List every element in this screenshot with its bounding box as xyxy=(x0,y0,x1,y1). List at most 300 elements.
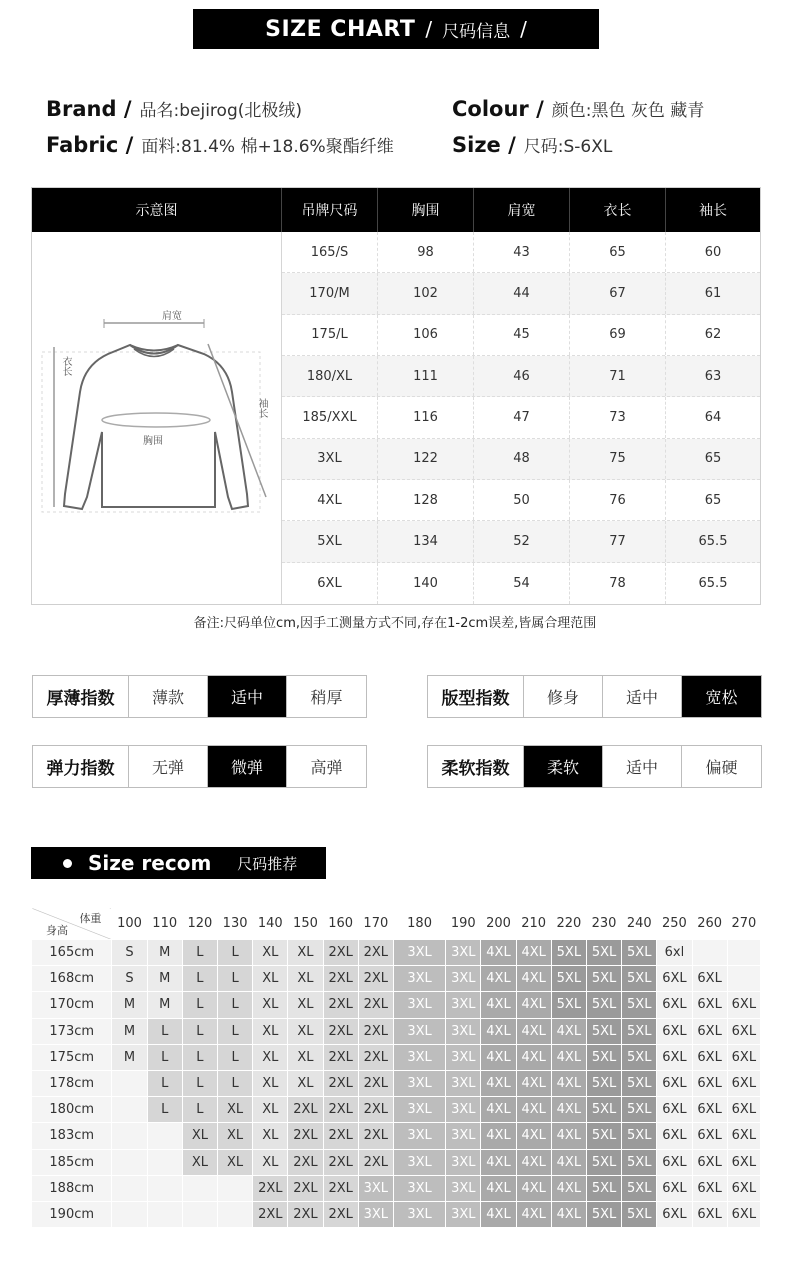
size-row xyxy=(282,521,760,562)
recommend-cell: 5XL xyxy=(622,966,657,992)
recommend-cell: 6XL xyxy=(657,1097,692,1123)
recommend-cell xyxy=(218,1201,253,1227)
recommend-cell: 6XL xyxy=(692,966,727,992)
diagram-shoulder-label: 肩宽 xyxy=(162,311,182,322)
size-key: Size / xyxy=(452,132,516,157)
header-sleeve: 袖长 xyxy=(699,203,727,219)
cell-sleeve: 65.5 xyxy=(698,533,728,549)
weight-header: 100 xyxy=(112,908,147,940)
recommend-cell: 6XL xyxy=(657,1149,692,1175)
index-option: 稍厚 xyxy=(310,688,343,707)
recommend-cell: 3XL xyxy=(393,1044,445,1070)
recommend-cell: 4XL xyxy=(551,1149,586,1175)
size-value: 尺码:S-6XL xyxy=(523,136,613,157)
recommend-cell: 3XL xyxy=(446,1201,481,1227)
recommend-cell: XL xyxy=(253,1123,288,1149)
cell-length: 69 xyxy=(570,315,666,355)
banner-title-en: SIZE CHART xyxy=(265,16,416,42)
index-option-selected: 适中 xyxy=(208,676,287,717)
recommend-cell: 6XL xyxy=(727,1175,760,1201)
recommend-cell: 4XL xyxy=(481,966,516,992)
recommend-cell: 5XL xyxy=(622,1201,657,1227)
weight-header: 210 xyxy=(516,908,551,940)
recommend-cell xyxy=(112,1097,147,1123)
height-header: 185cm xyxy=(32,1149,112,1175)
cell-tag-size: 4XL xyxy=(282,480,378,520)
header-tag-size: 吊牌尺码 xyxy=(282,188,378,232)
size-row xyxy=(282,356,760,397)
recommend-cell: XL xyxy=(253,940,288,966)
cell-chest: 111 xyxy=(378,356,474,396)
size-row xyxy=(282,273,760,314)
recommend-cell: 6XL xyxy=(692,992,727,1018)
recommend-cell: L xyxy=(218,992,253,1018)
recommend-cell: 4XL xyxy=(481,992,516,1018)
height-header: 183cm xyxy=(32,1123,112,1149)
recommend-cell: 4XL xyxy=(516,992,551,1018)
recommend-cell: 2XL xyxy=(358,1044,393,1070)
recommend-cell: L xyxy=(182,1097,217,1123)
size-row xyxy=(282,563,760,604)
recommend-cell: 4XL xyxy=(481,1175,516,1201)
colour-value: 颜色:黑色 灰色 藏青 xyxy=(551,100,705,121)
recommend-cell: 5XL xyxy=(622,992,657,1018)
size-recommend-title-cn: 尺码推荐 xyxy=(237,854,298,873)
garment-diagram xyxy=(32,232,282,604)
recommend-cell: 2XL xyxy=(288,1201,323,1227)
recommend-cell: 5XL xyxy=(622,1044,657,1070)
recommend-cell: 3XL xyxy=(393,1097,445,1123)
recommend-cell: XL xyxy=(288,1018,323,1044)
recommend-cell: 4XL xyxy=(516,940,551,966)
sweatshirt-diagram xyxy=(32,232,282,604)
recommend-cell: 6XL xyxy=(692,1097,727,1123)
banner-slash: / xyxy=(520,17,527,41)
height-header: 188cm xyxy=(32,1175,112,1201)
recommend-cell: L xyxy=(147,1070,182,1096)
recommend-cell: 6XL xyxy=(727,1097,760,1123)
weight-header: 250 xyxy=(657,908,692,940)
recommend-cell: XL xyxy=(253,1018,288,1044)
recommend-cell: 3XL xyxy=(446,1123,481,1149)
cell-length: 73 xyxy=(570,397,666,437)
recommend-cell: 3XL xyxy=(393,1070,445,1096)
recommend-cell: 2XL xyxy=(358,1097,393,1123)
index-option: 修身 xyxy=(524,676,603,717)
index-option: 偏硬 xyxy=(705,758,738,777)
cell-tag-size: 180/XL xyxy=(282,356,378,396)
recommend-cell: 6XL xyxy=(727,1018,760,1044)
diagram-chest-label: 胸围 xyxy=(143,436,163,447)
recommend-cell: 2XL xyxy=(323,1175,358,1201)
recommend-cell: 5XL xyxy=(622,1070,657,1096)
recommend-cell: 4XL xyxy=(516,1201,551,1227)
recommend-cell: 4XL xyxy=(551,1097,586,1123)
recommend-cell: 5XL xyxy=(586,1070,621,1096)
recommend-cell: 3XL xyxy=(393,940,445,966)
recommend-cell: 4XL xyxy=(516,1070,551,1096)
elasticity-index xyxy=(32,745,367,788)
recommend-row xyxy=(32,940,761,966)
recommend-cell: 6XL xyxy=(692,1201,727,1227)
cell-shoulder: 48 xyxy=(474,439,570,479)
recommend-cell: XL xyxy=(253,966,288,992)
recommend-cell: 4XL xyxy=(551,1175,586,1201)
recommend-cell: 3XL xyxy=(446,1175,481,1201)
cell-sleeve: 61 xyxy=(704,285,722,301)
weight-header: 180 xyxy=(393,908,445,940)
weight-header: 270 xyxy=(727,908,760,940)
recommend-cell: L xyxy=(218,1044,253,1070)
index-option: 适中 xyxy=(603,746,682,787)
recommend-cell: 5XL xyxy=(586,1018,621,1044)
recommend-cell: 4XL xyxy=(551,1123,586,1149)
cell-chest: 122 xyxy=(378,439,474,479)
recommend-cell: 4XL xyxy=(516,1123,551,1149)
cell-tag-size: 175/L xyxy=(282,315,378,355)
size-recommend-grid xyxy=(31,907,761,1228)
index-option: 薄款 xyxy=(129,676,208,717)
corner-height-label: 身高 xyxy=(46,924,68,937)
height-header: 175cm xyxy=(32,1044,112,1070)
recommend-cell: 5XL xyxy=(622,1149,657,1175)
cell-chest: 116 xyxy=(378,397,474,437)
fabric-value: 面料:81.4% 棉+18.6%聚酯纤维 xyxy=(141,136,394,157)
height-header: 190cm xyxy=(32,1201,112,1227)
recommend-cell: 2XL xyxy=(288,1149,323,1175)
size-row xyxy=(282,397,760,438)
recommend-cell: 5XL xyxy=(586,992,621,1018)
size-row xyxy=(282,480,760,521)
recommend-cell: 3XL xyxy=(393,966,445,992)
recommend-cell: M xyxy=(147,992,182,1018)
cell-tag-size: 6XL xyxy=(282,563,378,604)
recommend-cell: 3XL xyxy=(393,1149,445,1175)
recommend-row xyxy=(32,1070,761,1096)
recommend-cell: S xyxy=(112,966,147,992)
recommend-cell: 6XL xyxy=(657,966,692,992)
recommend-cell: 4XL xyxy=(481,1149,516,1175)
fit-index xyxy=(427,675,762,718)
index-label: 版型指数 xyxy=(428,676,524,717)
cell-shoulder: 52 xyxy=(474,521,570,561)
recommend-cell: 6xl xyxy=(657,940,692,966)
weight-header: 160 xyxy=(323,908,358,940)
height-header: 180cm xyxy=(32,1097,112,1123)
recommend-cell: 4XL xyxy=(516,1149,551,1175)
recommend-cell xyxy=(147,1149,182,1175)
cell-shoulder: 50 xyxy=(474,480,570,520)
weight-header: 120 xyxy=(182,908,217,940)
recommend-cell: 2XL xyxy=(358,1123,393,1149)
size-recommend-title-en: Size recom xyxy=(88,851,212,875)
cell-length: 78 xyxy=(570,563,666,604)
recommend-cell: 5XL xyxy=(551,992,586,1018)
recommend-cell: 4XL xyxy=(481,1044,516,1070)
weight-header: 190 xyxy=(446,908,481,940)
size-row xyxy=(282,315,760,356)
cell-sleeve: 65.5 xyxy=(698,575,728,591)
weight-header: 110 xyxy=(147,908,182,940)
recommend-cell: 6XL xyxy=(692,1175,727,1201)
recommend-cell: 2XL xyxy=(323,940,358,966)
cell-chest: 128 xyxy=(378,480,474,520)
recommend-cell: 2XL xyxy=(358,1018,393,1044)
size-table-header xyxy=(32,188,760,232)
recommend-cell: 3XL xyxy=(446,966,481,992)
index-option-selected: 宽松 xyxy=(682,676,761,717)
recommend-cell: 4XL xyxy=(551,1044,586,1070)
recommend-cell: XL xyxy=(288,966,323,992)
cell-sleeve: 64 xyxy=(704,409,722,425)
recommend-cell: L xyxy=(218,1070,253,1096)
corner-cell xyxy=(32,908,112,940)
recommend-cell: 2XL xyxy=(253,1175,288,1201)
cell-shoulder: 43 xyxy=(474,232,570,272)
softness-index xyxy=(427,745,762,788)
recommend-row xyxy=(32,1097,761,1123)
recommend-cell: L xyxy=(218,940,253,966)
size-table-rows xyxy=(282,232,760,604)
recommend-cell: XL xyxy=(218,1149,253,1175)
recommend-cell: L xyxy=(182,992,217,1018)
colour-key: Colour / xyxy=(452,96,544,121)
height-header: 168cm xyxy=(32,966,112,992)
recommend-cell: 5XL xyxy=(586,940,621,966)
height-header: 170cm xyxy=(32,992,112,1018)
recommend-cell: XL xyxy=(218,1097,253,1123)
recommend-cell: XL xyxy=(288,1070,323,1096)
cell-shoulder: 46 xyxy=(474,356,570,396)
index-option: 适中 xyxy=(603,676,682,717)
index-option: 高弹 xyxy=(310,758,343,777)
recommend-cell: 5XL xyxy=(622,940,657,966)
recommend-cell: 2XL xyxy=(288,1097,323,1123)
recommend-cell xyxy=(112,1175,147,1201)
recommend-cell: 6XL xyxy=(692,1149,727,1175)
bullet-icon xyxy=(63,859,72,868)
recommend-cell: 2XL xyxy=(323,1070,358,1096)
recommend-cell xyxy=(112,1149,147,1175)
brand-value: 品名:bejirog(北极绒) xyxy=(139,100,302,121)
recommend-cell: 6XL xyxy=(727,1123,760,1149)
recommend-cell: 6XL xyxy=(657,1044,692,1070)
recommend-cell: 2XL xyxy=(323,1044,358,1070)
recommend-cell: 2XL xyxy=(323,1201,358,1227)
recommend-cell: 6XL xyxy=(727,1044,760,1070)
cell-chest: 134 xyxy=(378,521,474,561)
index-option-selected: 微弹 xyxy=(208,746,287,787)
recommend-cell: 2XL xyxy=(358,966,393,992)
recommend-cell: 5XL xyxy=(622,1123,657,1149)
cell-shoulder: 47 xyxy=(474,397,570,437)
recommend-row xyxy=(32,1201,761,1227)
cell-length: 65 xyxy=(570,232,666,272)
recommend-cell: M xyxy=(147,940,182,966)
recommend-cell xyxy=(147,1201,182,1227)
cell-length: 77 xyxy=(570,521,666,561)
recommend-cell: 6XL xyxy=(657,1201,692,1227)
weight-header: 200 xyxy=(481,908,516,940)
recommend-cell: L xyxy=(182,1044,217,1070)
recommend-cell: 3XL xyxy=(393,992,445,1018)
recommend-cell: L xyxy=(218,1018,253,1044)
recommend-cell: 2XL xyxy=(288,1175,323,1201)
recommend-cell: 4XL xyxy=(551,1201,586,1227)
cell-shoulder: 45 xyxy=(474,315,570,355)
recommend-cell: L xyxy=(182,1070,217,1096)
recommend-cell: 4XL xyxy=(516,1018,551,1044)
diagram-length-label: 衣长 xyxy=(60,356,71,376)
recommend-cell: 3XL xyxy=(393,1018,445,1044)
product-info xyxy=(46,90,766,162)
height-header: 165cm xyxy=(32,940,112,966)
recommend-cell: 4XL xyxy=(516,1044,551,1070)
recommend-cell: XL xyxy=(253,1097,288,1123)
recommend-cell: M xyxy=(112,992,147,1018)
recommend-cell: XL xyxy=(218,1123,253,1149)
height-header: 178cm xyxy=(32,1070,112,1096)
weight-header: 230 xyxy=(586,908,621,940)
recommend-row xyxy=(32,1123,761,1149)
recommend-cell: M xyxy=(112,1044,147,1070)
recommend-cell: 4XL xyxy=(481,940,516,966)
recommend-cell: 4XL xyxy=(481,1070,516,1096)
index-label: 厚薄指数 xyxy=(33,676,129,717)
cell-tag-size: 3XL xyxy=(282,439,378,479)
recommend-cell: 2XL xyxy=(253,1201,288,1227)
recommend-cell: 6XL xyxy=(692,1070,727,1096)
weight-header: 130 xyxy=(218,908,253,940)
recommend-cell: 6XL xyxy=(657,992,692,1018)
header-diagram: 示意图 xyxy=(32,188,282,232)
recommend-cell: 5XL xyxy=(586,966,621,992)
recommend-cell: XL xyxy=(182,1123,217,1149)
size-row xyxy=(282,232,760,273)
recommend-cell: 5XL xyxy=(586,1149,621,1175)
banner-slash: / xyxy=(425,17,433,41)
recommend-cell: 5XL xyxy=(586,1175,621,1201)
recommend-cell: XL xyxy=(253,1070,288,1096)
weight-header: 140 xyxy=(253,908,288,940)
recommend-cell: L xyxy=(147,1044,182,1070)
recommend-cell: 6XL xyxy=(692,1044,727,1070)
recommend-row xyxy=(32,1149,761,1175)
header-shoulder: 肩宽 xyxy=(474,188,570,232)
recommend-row xyxy=(32,966,761,992)
recommend-cell: XL xyxy=(253,992,288,1018)
cell-length: 67 xyxy=(570,273,666,313)
recommend-cell: XL xyxy=(253,1149,288,1175)
recommend-cell: XL xyxy=(288,1044,323,1070)
recommend-cell xyxy=(692,940,727,966)
size-recommend-title xyxy=(31,847,326,879)
recommend-cell: 2XL xyxy=(323,966,358,992)
recommend-cell: 6XL xyxy=(657,1070,692,1096)
weight-header: 150 xyxy=(288,908,323,940)
recommend-cell: 3XL xyxy=(358,1175,393,1201)
measurement-note: 备注:尺码单位cm,因手工测量方式不同,存在1-2cm误差,皆属合理范围 xyxy=(193,616,597,631)
recommend-cell: L xyxy=(182,966,217,992)
recommend-cell: 2XL xyxy=(323,1149,358,1175)
recommend-cell: 5XL xyxy=(622,1097,657,1123)
corner-weight-label: 体重 xyxy=(79,912,102,925)
fabric-key: Fabric / xyxy=(46,132,134,157)
cell-shoulder: 54 xyxy=(474,563,570,604)
weight-header: 260 xyxy=(692,908,727,940)
cell-tag-size: 165/S xyxy=(282,232,378,272)
index-option-selected: 柔软 xyxy=(524,746,603,787)
recommend-cell: S xyxy=(112,940,147,966)
recommend-cell: 3XL xyxy=(446,1097,481,1123)
recommend-cell: M xyxy=(147,966,182,992)
recommend-cell: 2XL xyxy=(288,1123,323,1149)
recommend-cell: 4XL xyxy=(516,1097,551,1123)
cell-sleeve: 62 xyxy=(704,327,722,343)
cell-chest: 102 xyxy=(378,273,474,313)
recommend-cell: 4XL xyxy=(551,1018,586,1044)
index-label: 弹力指数 xyxy=(33,746,129,787)
recommend-cell: L xyxy=(182,940,217,966)
recommend-cell: 3XL xyxy=(446,1149,481,1175)
recommend-cell: 2XL xyxy=(323,1018,358,1044)
recommend-cell: 4XL xyxy=(481,1097,516,1123)
recommend-cell xyxy=(112,1201,147,1227)
recommend-cell: 4XL xyxy=(481,1201,516,1227)
recommend-cell: 6XL xyxy=(657,1018,692,1044)
recommend-cell: 5XL xyxy=(622,1018,657,1044)
recommend-cell: 4XL xyxy=(481,1123,516,1149)
recommend-cell: 3XL xyxy=(446,992,481,1018)
recommend-cell: 6XL xyxy=(692,1123,727,1149)
recommend-cell: 4XL xyxy=(516,966,551,992)
recommend-row xyxy=(32,992,761,1018)
recommend-cell: 5XL xyxy=(622,1175,657,1201)
recommend-row xyxy=(32,1175,761,1201)
recommend-cell xyxy=(727,966,760,992)
recommend-cell: 5XL xyxy=(586,1044,621,1070)
recommend-cell: 6XL xyxy=(727,1149,760,1175)
recommend-cell: 3XL xyxy=(393,1201,445,1227)
recommend-cell: 6XL xyxy=(657,1175,692,1201)
cell-sleeve: 63 xyxy=(704,368,722,384)
weight-header: 240 xyxy=(622,908,657,940)
recommend-cell: 4XL xyxy=(551,1070,586,1096)
weight-header: 170 xyxy=(358,908,393,940)
recommend-cell: 2XL xyxy=(323,1123,358,1149)
recommend-cell: 3XL xyxy=(446,1044,481,1070)
recommend-cell: L xyxy=(182,1018,217,1044)
recommend-cell: 3XL xyxy=(393,1175,445,1201)
cell-sleeve: 60 xyxy=(704,244,722,260)
cell-length: 75 xyxy=(570,439,666,479)
cell-length: 76 xyxy=(570,480,666,520)
header-length: 衣长 xyxy=(570,188,666,232)
cell-chest: 140 xyxy=(378,563,474,604)
cell-chest: 106 xyxy=(378,315,474,355)
recommend-cell: L xyxy=(147,1018,182,1044)
recommend-cell: 5XL xyxy=(551,940,586,966)
brand-key: Brand / xyxy=(46,96,132,121)
thickness-index xyxy=(32,675,367,718)
recommend-cell: 3XL xyxy=(358,1201,393,1227)
recommend-cell: 3XL xyxy=(446,1018,481,1044)
cell-tag-size: 185/XXL xyxy=(282,397,378,437)
recommend-cell: M xyxy=(112,1018,147,1044)
recommend-cell: 6XL xyxy=(657,1123,692,1149)
recommend-cell: XL xyxy=(288,992,323,1018)
cell-length: 71 xyxy=(570,356,666,396)
